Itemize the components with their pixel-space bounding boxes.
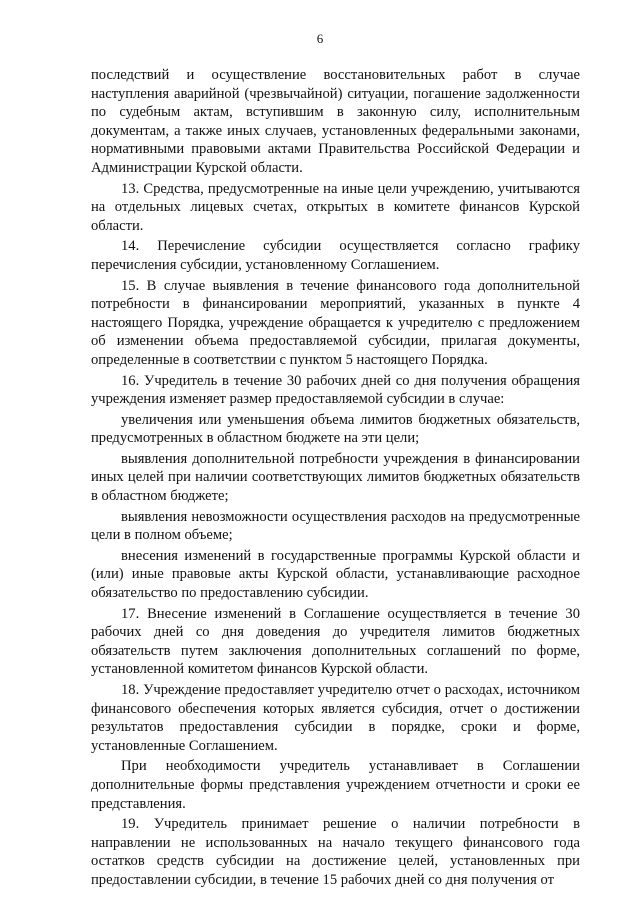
paragraph-6: увеличения или уменьшения объема лимитов бюджетных обязательств, предусмотренных в областном бюджете на эти цели;: [91, 411, 580, 447]
paragraph-8: выявления невозможности осуществления расходов на предусмотренные цели в полном объеме;: [91, 508, 580, 544]
paragraph-3: 14. Перечисление субсидии осуществляется согласно графику перечисления субсидии, установленному Соглашением.: [91, 238, 580, 273]
paragraph-9: внесения изменений в государственные программы Курской области и (или) иные правовые акты Курской области, устанавливающие расходное обязательство по предоставлению субсидии.: [91, 547, 580, 602]
paragraph-7: выявления дополнительной потребности учреждения в финансировании иных целей при наличии соответствующих лимитов бюджетных обязательств в областном бюджете;: [91, 450, 580, 505]
paragraph-5: 16. Учредитель в течение 30 рабочих дней со дня получения обращения учреждения изменяет размер предоставляемой субсидии в случае:: [91, 372, 580, 408]
page-number: 6: [316, 31, 324, 46]
paragraph-2: 13. Средства, предусмотренные на иные цели учреждению, учитываются на отдельных лицевых счетах, открытых в комитете финансов Курской области.: [91, 180, 580, 234]
paragraph-13: 19. Учредитель принимает решение о наличии потребности в направлении не использованных на начало текущего финансового года остатков средств субсидии на достижение целей, установленных при предоставлении субсидии, в течение 15 рабочих дней со дня получения от: [91, 816, 580, 888]
paragraph-1: последствий и осуществление восстановительных работ в случае наступления аварийной (чрезвычайной) ситуации, погашение задолженности по судебным актам, вступившим в законную силу, исполнительным документам, а также иных случаев, установленных федеральными законами, нормативными правовыми актами Правительства Российской Федерации и Администрации Курской области.: [91, 67, 580, 176]
paragraph-4: 15. В случае выявления в течение финансового года дополнительной потребности в финансировании мероприятий, указанных в пункте 4 настоящего Порядка, учреждение обращается к учредителю с предложением об изменении объема предоставляемой субсидии, прилагая документы, определенные в соответствии с пунктом 5 настоящего Порядка.: [91, 277, 580, 368]
paragraph-11: 18. Учреждение предоставляет учредителю отчет о расходах, источником финансового обеспечения которых является субсидия, отчет о достижении результатов предоставления субсидии в порядке, сроки и форме, установленные Соглашением.: [91, 682, 580, 754]
document-body: [91, 66, 580, 892]
paragraph-12: При необходимости учредитель устанавливает в Соглашении дополнительные формы представления учреждением отчетности и сроки ее представления.: [91, 758, 580, 812]
paragraph-10: 17. Внесение изменений в Соглашение осуществляется в течение 30 рабочих дней со дня доведения до учредителя лимитов бюджетных обязательств путем заключения дополнительных соглашений по форме, установленной комитетом финансов Курской области.: [91, 605, 580, 678]
